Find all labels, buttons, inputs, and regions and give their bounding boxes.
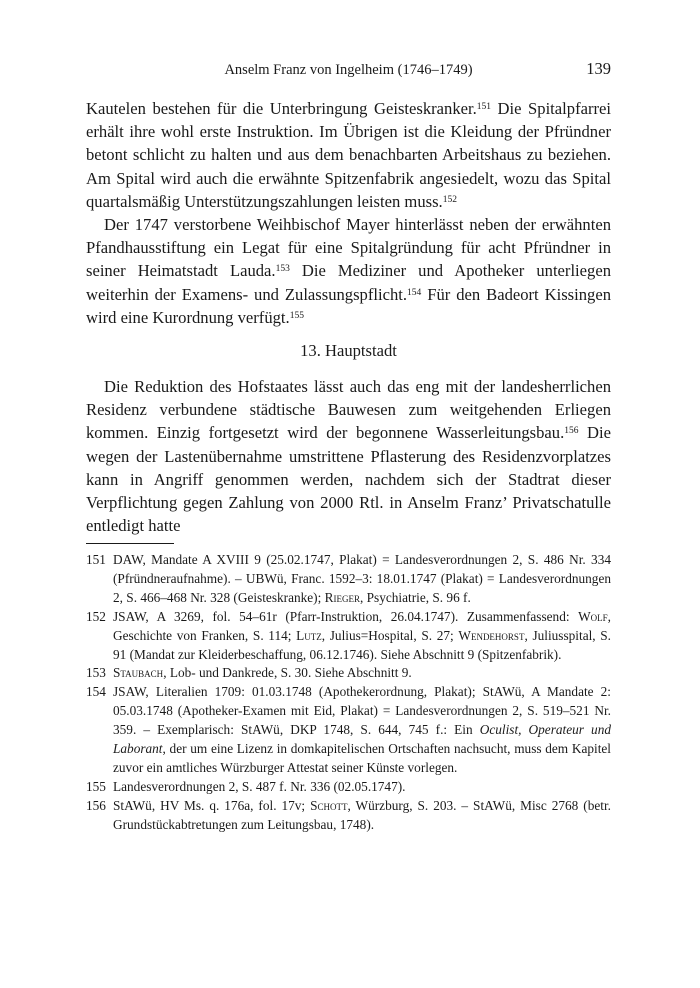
footnote-number: 155	[86, 778, 106, 794]
text-run: Für den Badeort Kissingen wird eine Kurordnung verfügt.	[86, 284, 611, 327]
footnote-ref-154: 154	[407, 287, 422, 298]
footnote-ref-151: 151	[476, 101, 491, 112]
author-name: Wendehorst	[458, 627, 525, 643]
running-head	[86, 60, 611, 82]
footnote-number: 153	[86, 665, 106, 681]
text-run: , Juliusspital, S. 91 (Mandat zur Kleiderbeschaffung, 06.12.1746). Siehe Abschnitt 9 (Spitzenfabrik).	[113, 627, 612, 662]
text-run: , Julius=Hospital, S. 27;	[321, 627, 459, 643]
footnote-number: 152	[86, 608, 106, 624]
text-run: StAWü, HV Ms. q. 176a, fol. 17v;	[113, 797, 311, 813]
footnote-151	[86, 551, 611, 608]
page-number: 139	[586, 59, 611, 78]
italic-quote: Oculist, Operateur und Laborant	[113, 722, 611, 757]
text-run: DAW, Mandate A XVIII 9 (25.02.1747, Plakat) = Landesverordnungen 2, S. 486 Nr. 334 (Pfründneraufnahme). – UBWü, Franc. 1592–3: 18.01.1747 (Plakat) = Landesverordnungen 2, S. 466–468 Nr. 328 (Geisteskranke);	[113, 552, 611, 605]
text-run: Die wegen der Lastenübernahme umstrittene Pflasterung des Residenzvorplatzes kann in Angriff genommen werden, nachdem sich der Stadtrat dieser Verpflichtung gegen Zahlung von 2000 Rtl. in Anselm Franz’ Privatschatulle entledigt hatte	[86, 423, 611, 536]
text-run: Der 1747 verstorbene Weihbischof Mayer hinterlässt neben der erwähnten Pfandhausstiftung ein Legat für eine Spitalgründung für acht Pfründner in seiner Heimatstadt Lauda.	[86, 215, 611, 281]
author-name: Schott	[310, 797, 348, 813]
footnote-154	[86, 683, 611, 778]
text-run: Die Reduktion des Hofstaates lässt auch das eng mit der landesherrlichen Residenz verbundene städtische Bauwesen zum weitgehenden Erliegen kommen. Einzig fortgesetzt wird der begonnene Wasserleitungsbau.	[86, 377, 611, 443]
footnote-number: 156	[86, 797, 106, 813]
text-run: , Geschichte von Franken, S. 114;	[113, 608, 611, 643]
author-name: Lutz	[296, 627, 322, 643]
text-run: JSAW, Literalien 1709: 01.03.1748 (Apothekerordnung, Plakat); StAWü, A Mandate 2: 05.03.1748 (Apotheker-Examen mit Eid, Plakat) = Landesverordnungen 2, S. 519–521 Nr. 359. – Exemplarisch: StAWü, DKP 1748, S. 644, 745 f.: Ein	[113, 684, 611, 738]
footnote-ref-156: 156	[564, 426, 579, 437]
text-run: , Psychiatrie, S. 96 f.	[360, 589, 471, 605]
author-name: Rieger	[324, 589, 360, 605]
author-name: Wolf	[578, 608, 608, 624]
running-title: Anselm Franz von Ingelheim (1746–1749)	[224, 62, 473, 78]
footnote-ref-153: 153	[275, 264, 290, 275]
text-run: Die Spitalpfarrei erhält ihre wohl erste Instruktion. Im Übrigen ist die Kleidung der Pfründner betont schlicht zu halten und aus dem benachbarten Arbeitshaus zu beziehen. Am Spital wird auch die erwähnte Spitzenfabrik angesiedelt, wozu das Spital quartalsmäßig Unterstützungszahlungen leisten muss.	[86, 99, 611, 211]
section-heading: 13. Hauptstadt	[300, 341, 397, 360]
footnote-155	[86, 778, 611, 797]
text-run: Landesverordnungen 2, S. 487 f. Nr. 336 (02.05.1747).	[113, 778, 406, 794]
footnote-153	[86, 664, 611, 683]
footnote-number: 151	[86, 552, 106, 567]
footnote-156	[86, 797, 611, 835]
text-run: JSAW, A 3269, fol. 54–61r (Pfarr-Instruktion, 26.04.1747). Zusammenfassend:	[113, 608, 579, 624]
footnote-152	[86, 608, 611, 665]
paragraph-2	[86, 213, 611, 329]
footnote-ref-152: 152	[442, 194, 457, 205]
text-run: , Würzburg, S. 203. – StAWü, Misc 2768 (betr. Grundstückabtretungen zum Leitungsbau, 1748).	[113, 797, 611, 832]
paragraph-1	[86, 97, 611, 213]
text-run: Die Mediziner und Apotheker unterliegen weiterhin der Examens- und Zulassungspflicht.	[86, 261, 611, 304]
paragraph-3	[86, 375, 611, 537]
author-name: Staubach	[113, 665, 164, 681]
text-run: , Lob- und Dankrede, S. 30. Siehe Abschnitt 9.	[163, 665, 412, 681]
footnote-separator	[86, 543, 174, 544]
main-text	[86, 97, 611, 329]
text-run: , der um eine Lizenz in domkapitelischen Ortschaften nachsucht, muss dem Kapitel zuvor ein amtliches Würzburger Attestat seiner Künste vorlegen.	[113, 741, 611, 775]
footnote-ref-155: 155	[289, 310, 304, 321]
main-text-section-13	[86, 375, 611, 537]
text-run: Kautelen bestehen für die Unterbringung Geisteskranker.	[86, 99, 477, 118]
footnote-number: 154	[86, 684, 106, 700]
footnotes	[86, 551, 611, 835]
